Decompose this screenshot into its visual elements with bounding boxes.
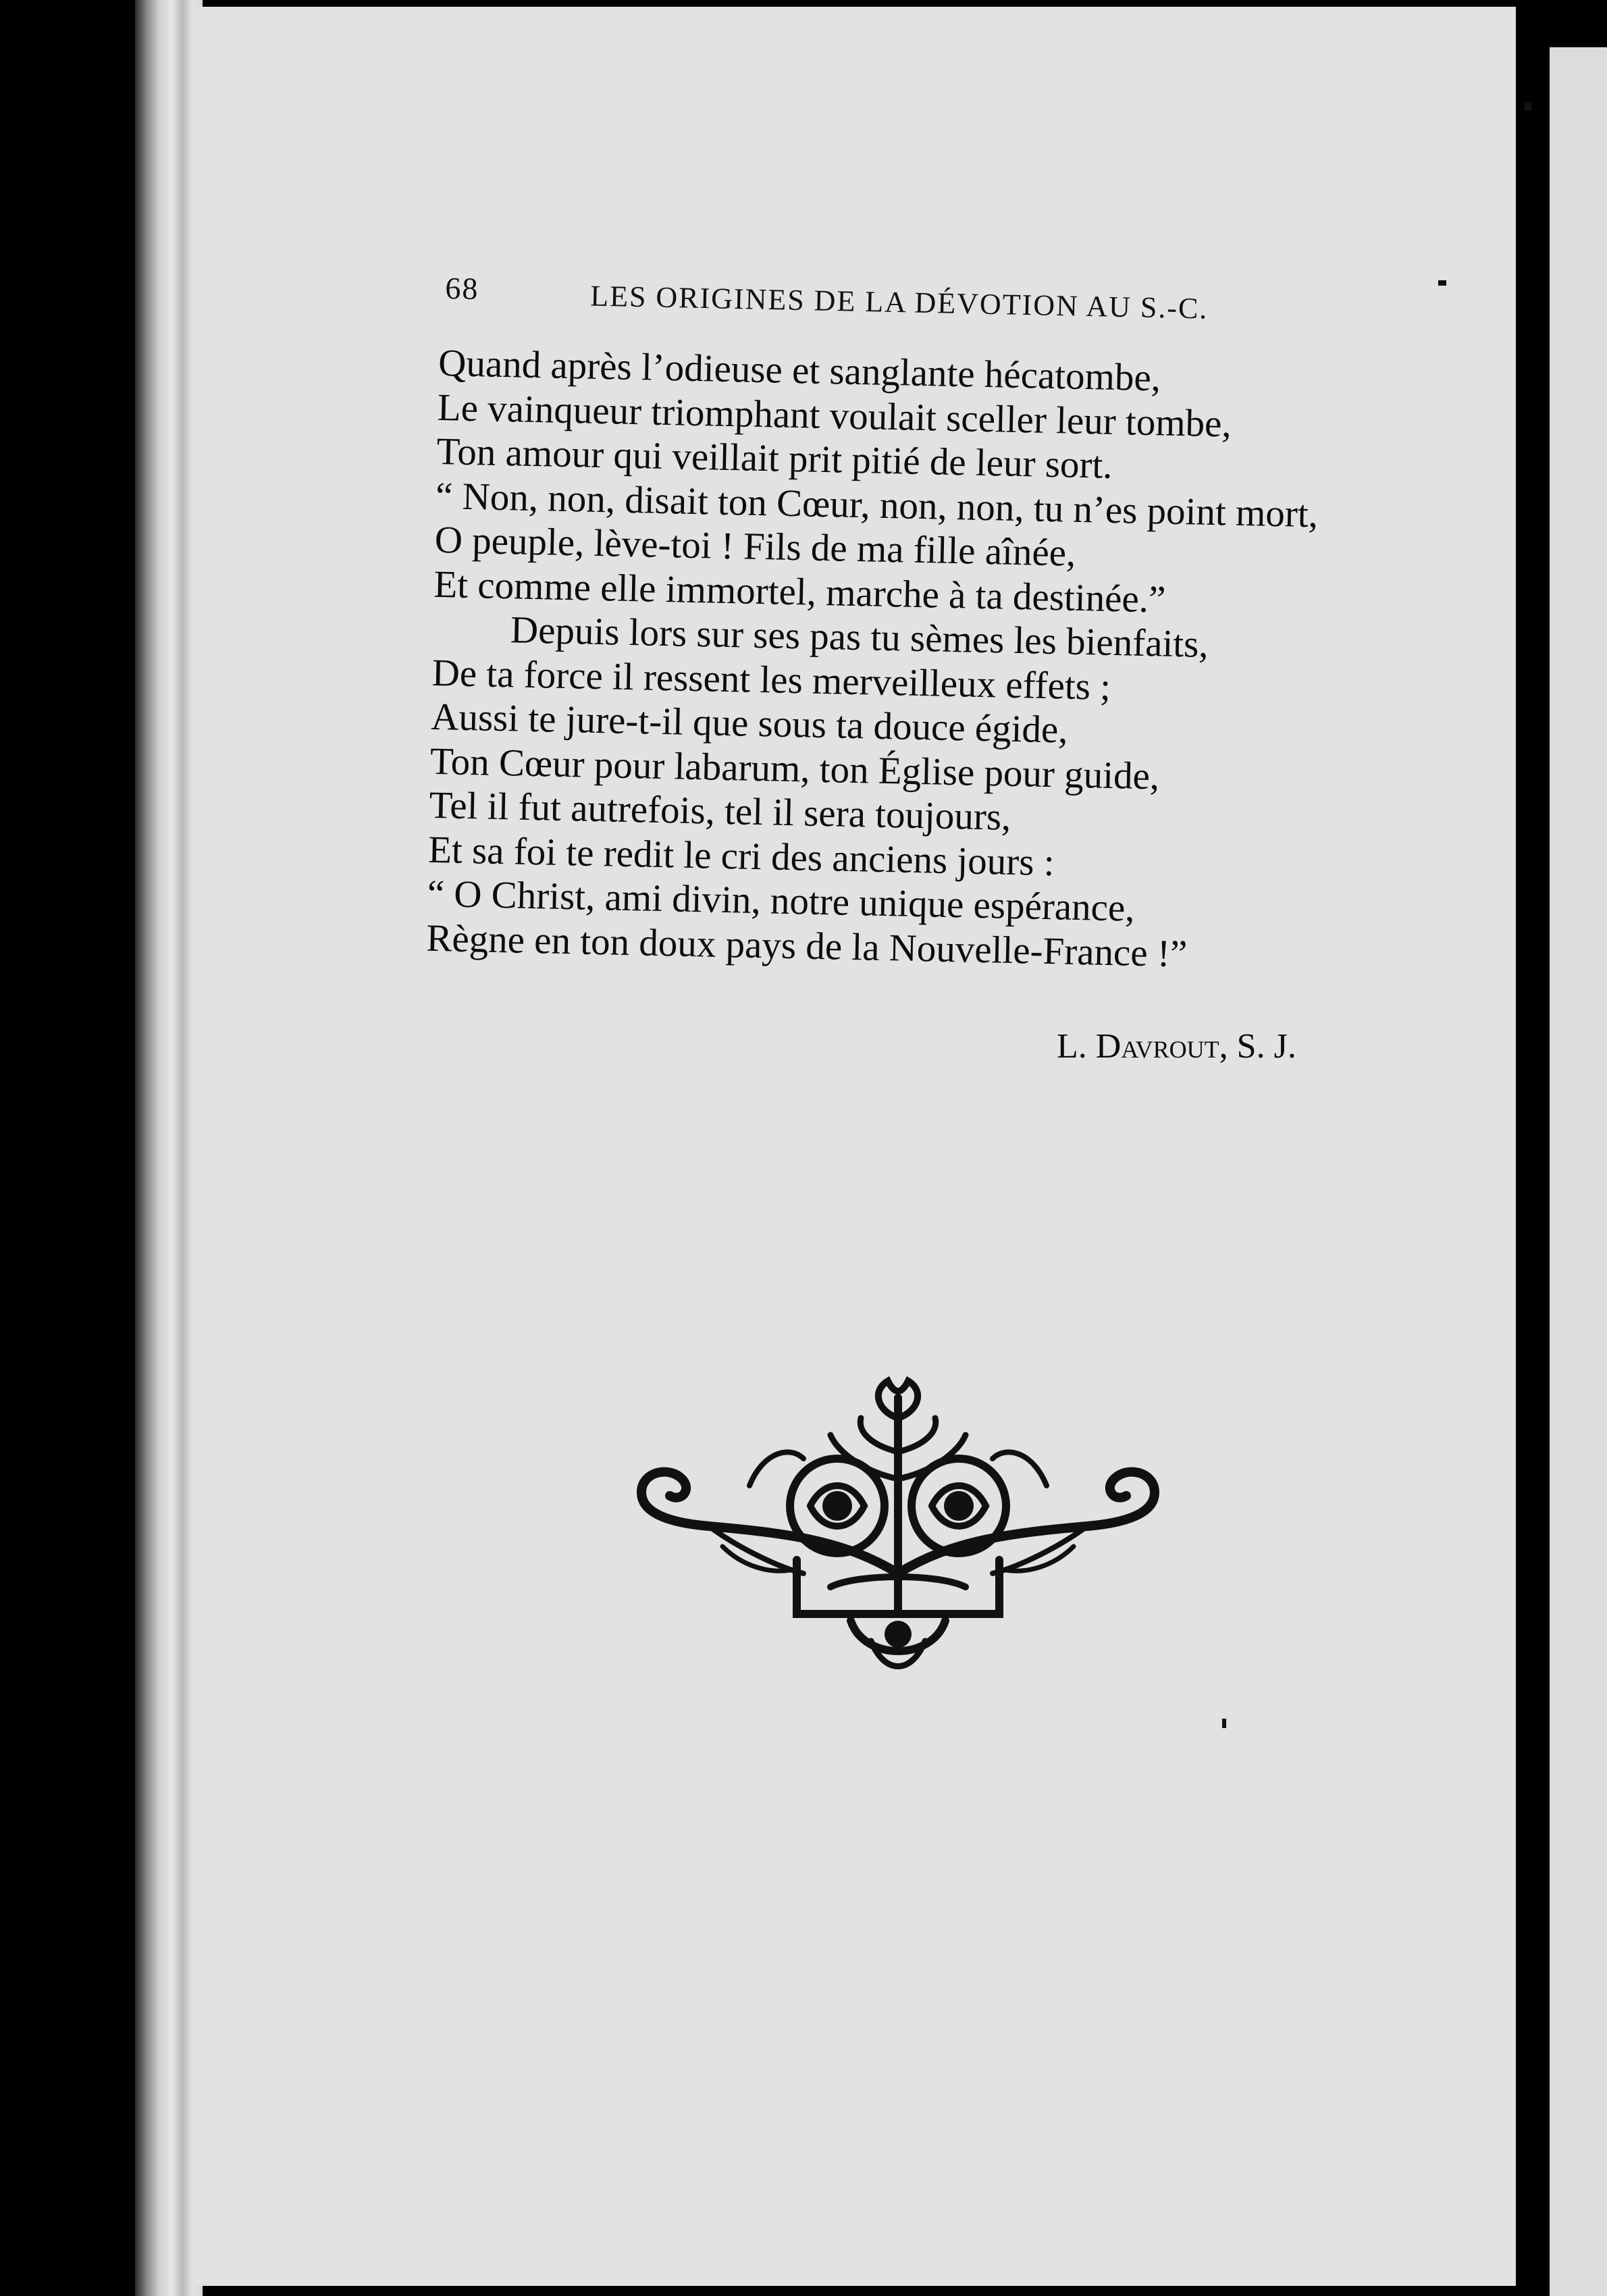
poem xyxy=(426,341,1452,981)
scan-speck xyxy=(1525,103,1531,111)
page-number: 68 xyxy=(444,270,479,307)
author-name: Davrout, xyxy=(1095,1027,1228,1066)
scan-speck xyxy=(1222,1719,1226,1728)
scan-speck xyxy=(1438,280,1446,286)
book-page-edges xyxy=(135,0,203,2296)
running-title: LES ORIGINES DE LA DÉVOTION AU S.-C. xyxy=(589,279,1209,325)
adjacent-page-strip xyxy=(1550,47,1607,2296)
poem-line: Ton amour qui veillait prit pitié de leur sort. xyxy=(436,429,1113,487)
poem-line: Aussi te jure-t-il que sous ta douce égide, xyxy=(430,695,1069,752)
poem-line: Quand après l’odieuse et sanglante hécatombe, xyxy=(438,341,1161,400)
poem-line: Depuis lors sur ses pas tu sèmes les bienfaits, xyxy=(510,608,1209,666)
author-suffix: S. J. xyxy=(1236,1027,1296,1066)
poem-line: De ta force il ressent les merveilleux effets ; xyxy=(431,651,1111,708)
floral-vignette-icon xyxy=(628,1371,1168,1695)
poem-line: “ O Christ, ami divin, notre unique espérance, xyxy=(427,872,1136,930)
book-page xyxy=(196,7,1516,2286)
poem-line: Et comme elle immortel, marche à ta destinée.” xyxy=(433,563,1167,621)
poem-line: Règne en ton doux pays de la Nouvelle-France !” xyxy=(425,916,1188,975)
floral-vignette-svg xyxy=(628,1371,1168,1695)
poem-line: Et sa foi te redit le cri des anciens jours : xyxy=(427,828,1055,884)
poem-line: Tel il fut autrefois, tel il sera toujours, xyxy=(428,783,1011,839)
poem-line: O peuple, lève-toi ! Fils de ma fille aînée, xyxy=(434,518,1076,575)
poem-line: Ton Cœur pour labarum, ton Église pour guide, xyxy=(429,739,1160,798)
author-initial: L. xyxy=(1057,1027,1087,1066)
poem-line: Le vainqueur triomphant voulait sceller leur tombe, xyxy=(437,386,1232,446)
poem-line: “ Non, non, disait ton Cœur, non, non, tu n’es point mort, xyxy=(435,474,1319,536)
author-signature xyxy=(1057,1026,1296,1066)
